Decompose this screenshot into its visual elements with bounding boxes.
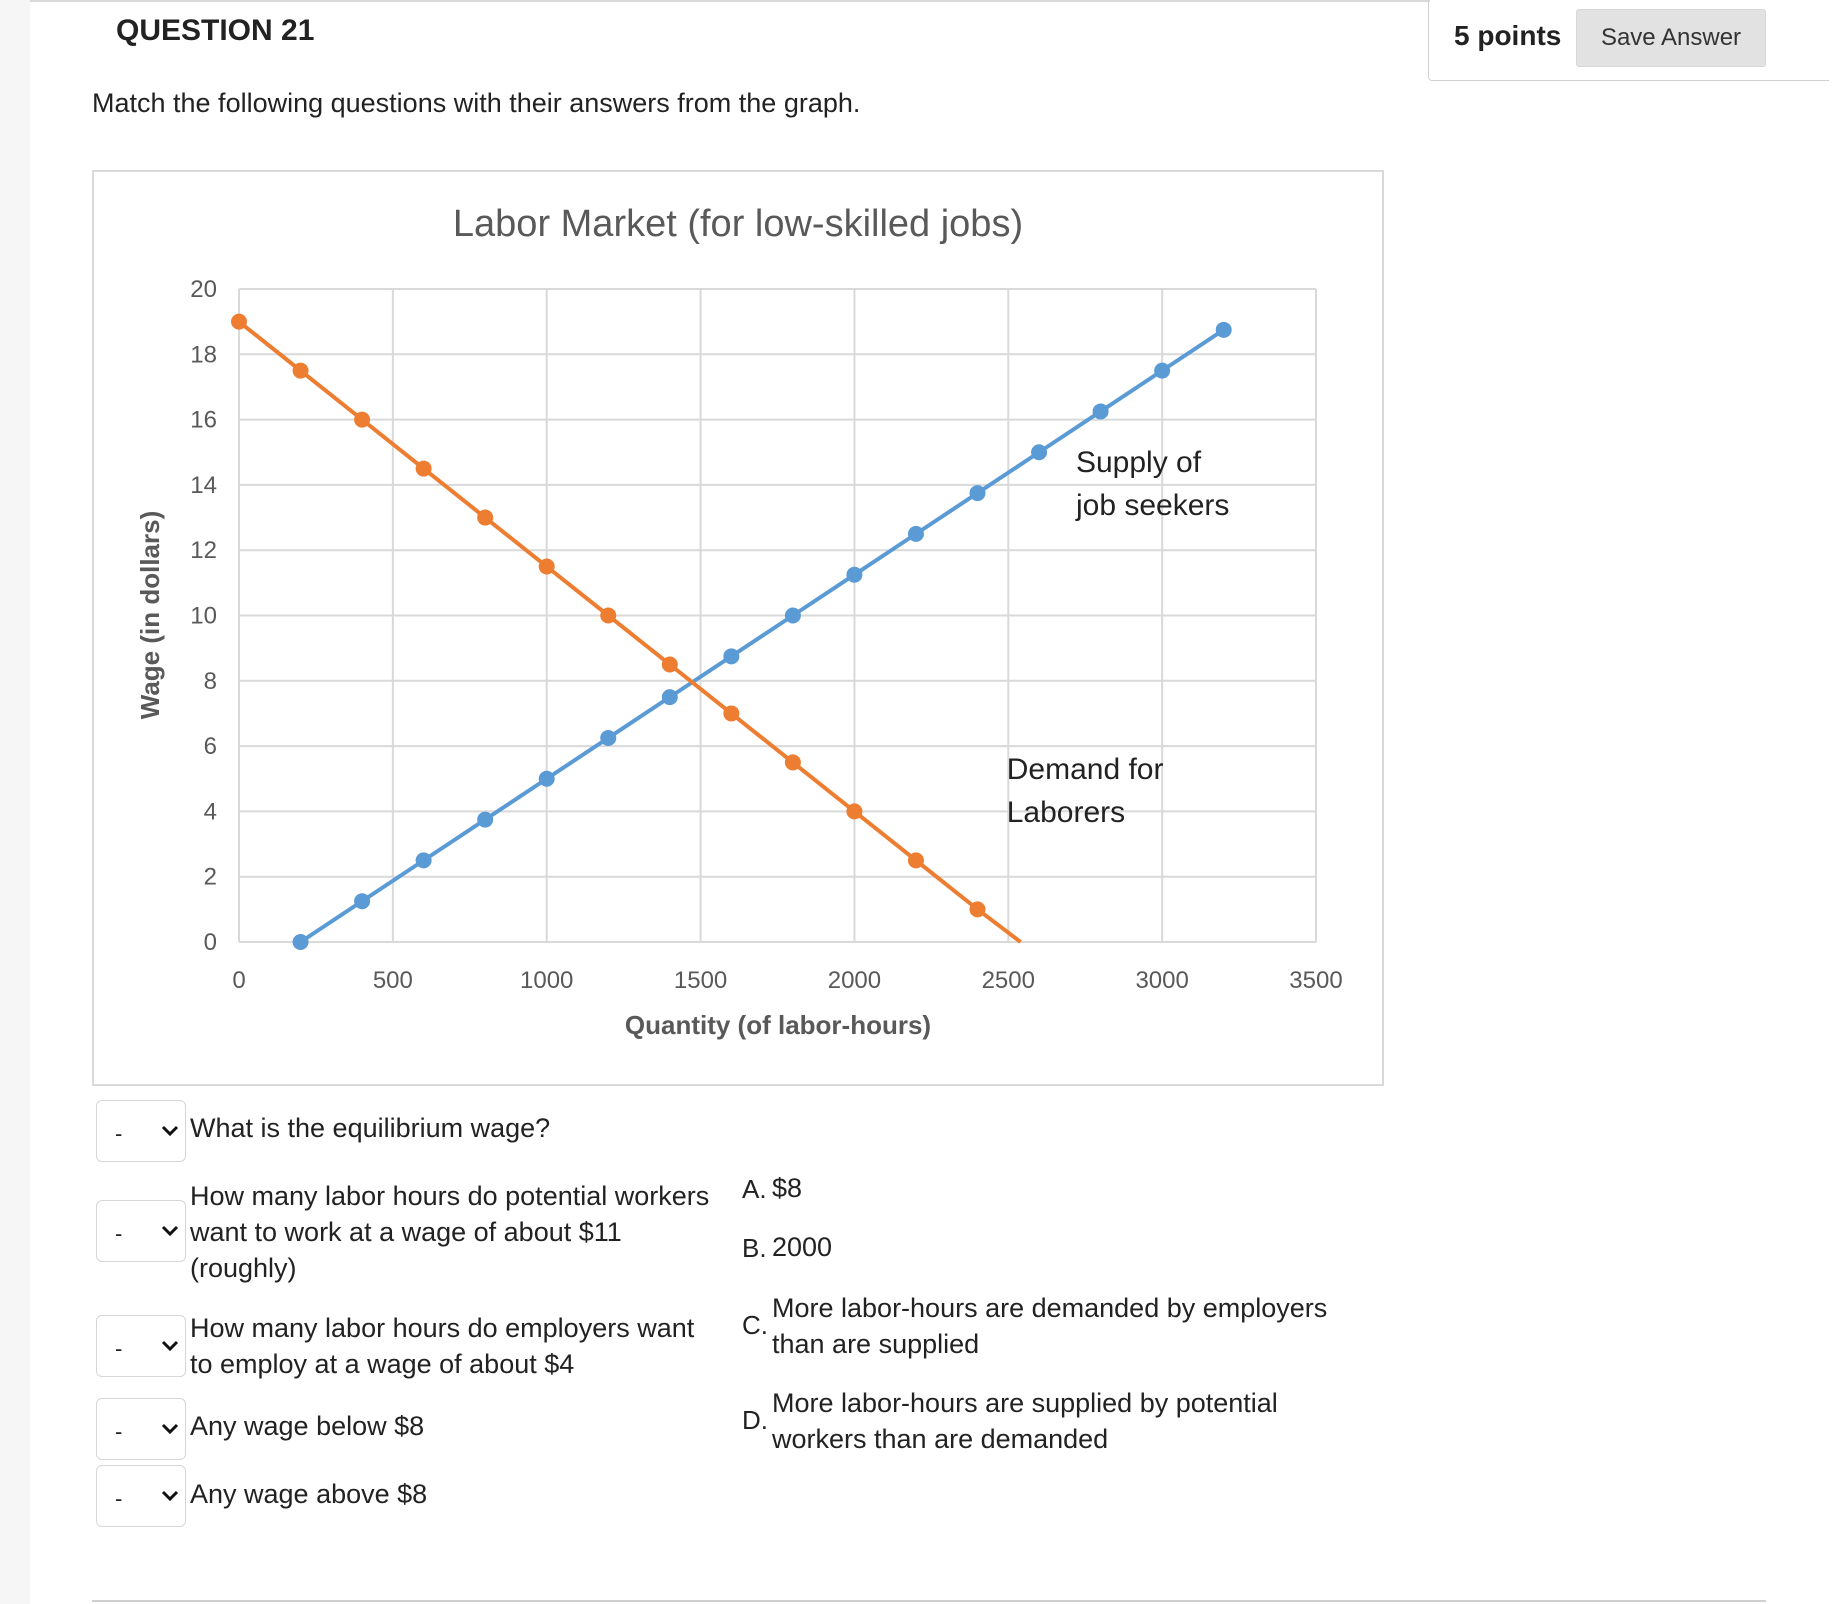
chart-frame — [92, 170, 1384, 1086]
chevron-down-icon — [159, 1334, 181, 1356]
chart-annotation: Demand for — [1006, 752, 1164, 786]
x-tick-label: 3500 — [1289, 967, 1343, 994]
answer-select-2[interactable] — [96, 1200, 186, 1262]
answer-letter: A. — [742, 1174, 767, 1204]
data-point — [846, 803, 862, 819]
data-point — [600, 608, 616, 624]
data-point — [477, 510, 493, 526]
answer-text-line: workers than are demanded — [772, 1424, 1109, 1454]
chart-annotation: job seekers — [1075, 488, 1230, 522]
question-text-line: want to work at a wage of about $11 — [190, 1217, 622, 1247]
select-value: - — [115, 1336, 123, 1361]
data-point — [1093, 403, 1109, 419]
y-tick-label: 8 — [203, 667, 217, 695]
answer-text-line: $8 — [772, 1173, 803, 1203]
data-point — [231, 314, 247, 330]
question-text-line: Any wage below $8 — [190, 1411, 425, 1441]
chevron-down-icon — [159, 1119, 181, 1141]
x-tick-label: 500 — [372, 967, 413, 994]
data-point — [354, 893, 370, 909]
data-point — [416, 852, 432, 868]
y-tick-label: 14 — [190, 471, 217, 499]
data-point — [970, 901, 986, 917]
data-point — [539, 771, 555, 787]
header-divider — [30, 0, 1430, 2]
data-point — [1154, 363, 1170, 379]
question-text-line: What is the equilibrium wage? — [190, 1113, 551, 1143]
data-point — [293, 363, 309, 379]
chart-annotation: Laborers — [1006, 795, 1126, 829]
data-point — [723, 648, 739, 664]
y-tick-label: 6 — [203, 733, 217, 761]
labor-market-chart — [94, 172, 1382, 1084]
x-tick-label: 2000 — [827, 967, 882, 994]
data-point — [662, 689, 678, 705]
answer-select-1[interactable] — [96, 1100, 186, 1162]
answer-text-line: than are supplied — [772, 1329, 980, 1359]
question-title: QUESTION 21 — [116, 14, 315, 47]
answer-text-line: More labor-hours are demanded by employers — [772, 1293, 1328, 1323]
data-point — [1031, 444, 1047, 460]
select-value: - — [115, 1419, 123, 1444]
x-tick-label: 3000 — [1135, 967, 1189, 994]
series-line — [301, 330, 1224, 942]
data-point — [785, 608, 801, 624]
select-value: - — [115, 1121, 123, 1146]
data-point — [477, 812, 493, 828]
question-text-line: (roughly) — [190, 1253, 297, 1283]
data-point — [354, 412, 370, 428]
data-point — [908, 526, 924, 542]
data-point — [846, 567, 862, 583]
data-point — [723, 705, 739, 721]
data-point — [539, 559, 555, 575]
answer-letter: D. — [742, 1405, 768, 1435]
answer-select-5[interactable] — [96, 1465, 186, 1527]
select-value: - — [115, 1486, 123, 1511]
data-point — [600, 730, 616, 746]
y-tick-label: 0 — [203, 929, 217, 956]
chevron-down-icon — [159, 1417, 181, 1439]
y-axis-label: Wage (in dollars) — [135, 510, 165, 720]
answer-text-line: 2000 — [772, 1232, 833, 1262]
data-point — [662, 656, 678, 672]
x-tick-label: 1500 — [673, 967, 728, 994]
x-axis-label: Quantity (of labor-hours) — [624, 1010, 932, 1040]
y-tick-label: 4 — [203, 798, 217, 826]
data-point — [293, 934, 309, 950]
answer-select-3[interactable] — [96, 1315, 186, 1377]
y-tick-label: 12 — [190, 537, 217, 565]
data-point — [908, 852, 924, 868]
y-tick-label: 2 — [203, 863, 217, 891]
data-point — [785, 754, 801, 770]
question-text-line: Any wage above $8 — [190, 1479, 428, 1509]
data-point — [416, 461, 432, 477]
y-tick-label: 16 — [190, 406, 217, 434]
question-text-line: How many labor hours do potential workers — [190, 1181, 710, 1211]
chart-title: Labor Market (for low-skilled jobs) — [452, 203, 1024, 245]
question-text-line: to employ at a wage of about $4 — [190, 1349, 575, 1379]
y-tick-label: 10 — [190, 602, 217, 630]
points-label: 5 points — [1454, 20, 1562, 51]
bottom-divider — [92, 1600, 1766, 1602]
data-point — [1216, 322, 1232, 338]
answer-letter: C. — [742, 1310, 768, 1340]
select-value: - — [115, 1221, 123, 1246]
answer-select-4[interactable] — [96, 1398, 186, 1460]
x-tick-label: 0 — [232, 967, 246, 994]
answer-letter: B. — [742, 1233, 767, 1263]
y-tick-label: 18 — [190, 341, 217, 369]
question-text-line: How many labor hours do employers want — [190, 1313, 695, 1343]
x-tick-label: 1000 — [520, 967, 574, 994]
answer-text-line: More labor-hours are supplied by potential — [772, 1388, 1278, 1418]
chevron-down-icon — [159, 1219, 181, 1241]
chart-annotation: Supply of — [1075, 445, 1202, 479]
x-tick-label: 2500 — [981, 967, 1035, 994]
chevron-down-icon — [159, 1484, 181, 1506]
y-tick-label: 20 — [190, 276, 217, 303]
data-point — [970, 485, 986, 501]
save-answer-button[interactable]: Save Answer — [1576, 9, 1766, 67]
question-instructions: Match the following questions with their answers from the graph. — [92, 88, 861, 118]
